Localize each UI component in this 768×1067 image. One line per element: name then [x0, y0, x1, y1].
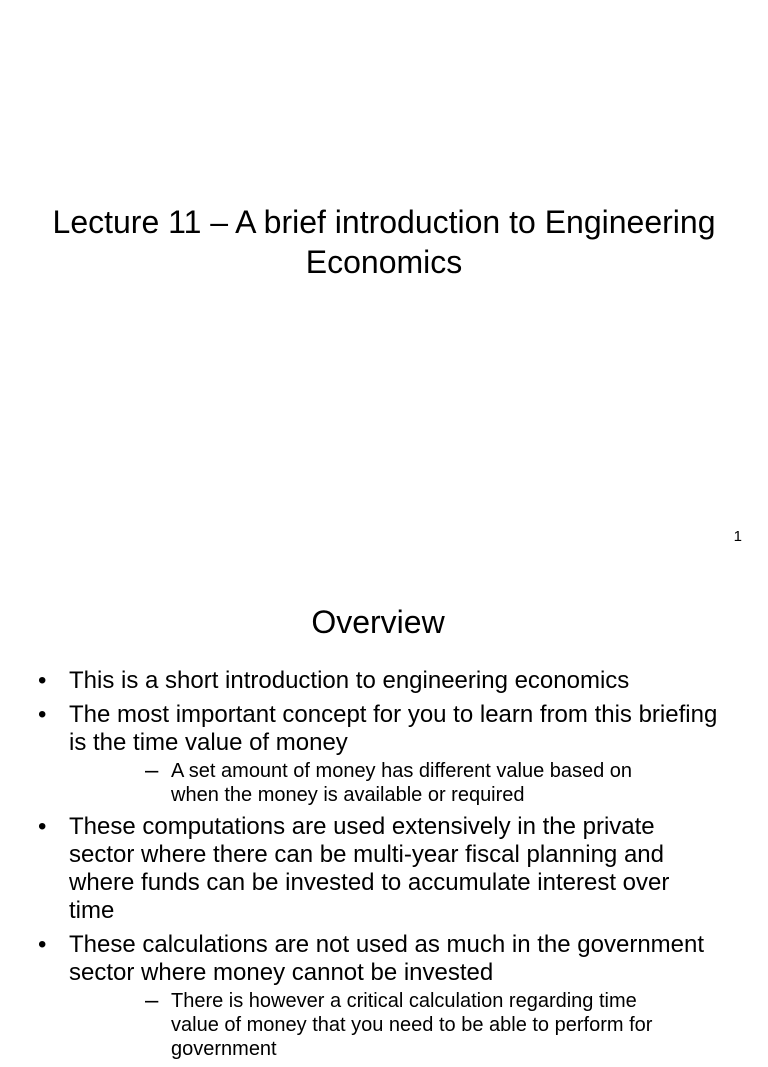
- sub-bullet-text: A set amount of money has different value based on when the money is available or required: [171, 760, 633, 806]
- sub-bullet-item: [69, 989, 718, 1061]
- bullet-list: [0, 667, 768, 1067]
- bullet-text: These calculations are not used as much in the government sector where money cannot be invested: [69, 931, 705, 986]
- overview-title: Overview: [311, 604, 445, 640]
- sub-bullet-list: [69, 759, 718, 807]
- bullet-text: These computations are used extensively in the private sector where there can be multi-year fiscal planning and where funds can be invested to accumulate interest over time: [69, 813, 670, 924]
- overview-slide: [0, 576, 768, 1060]
- bullet-marker: •: [38, 667, 47, 694]
- bullet-item: [0, 701, 768, 807]
- page-number: 1: [733, 528, 742, 545]
- bullet-marker: •: [38, 701, 47, 728]
- sub-bullet-list: [69, 989, 718, 1061]
- bullet-marker: •: [38, 813, 47, 840]
- sub-bullet-marker: –: [145, 757, 159, 784]
- sub-bullet-marker: –: [145, 987, 159, 1014]
- bullet-marker: •: [38, 931, 47, 958]
- sub-bullet-item: [69, 759, 718, 807]
- bullet-item: [0, 813, 768, 925]
- bullet-item: [0, 931, 768, 1061]
- bullet-item: [0, 667, 768, 695]
- lecture-title: Lecture 11 – A brief introduction to Engineering Economics: [52, 204, 716, 280]
- bullet-text: The most important concept for you to learn from this briefing is the time value of money: [69, 701, 718, 756]
- sub-bullet-text: There is however a critical calculation regarding time value of money that you need to be able to perform for government: [171, 990, 653, 1060]
- bullet-text: This is a short introduction to engineering economics: [69, 667, 630, 694]
